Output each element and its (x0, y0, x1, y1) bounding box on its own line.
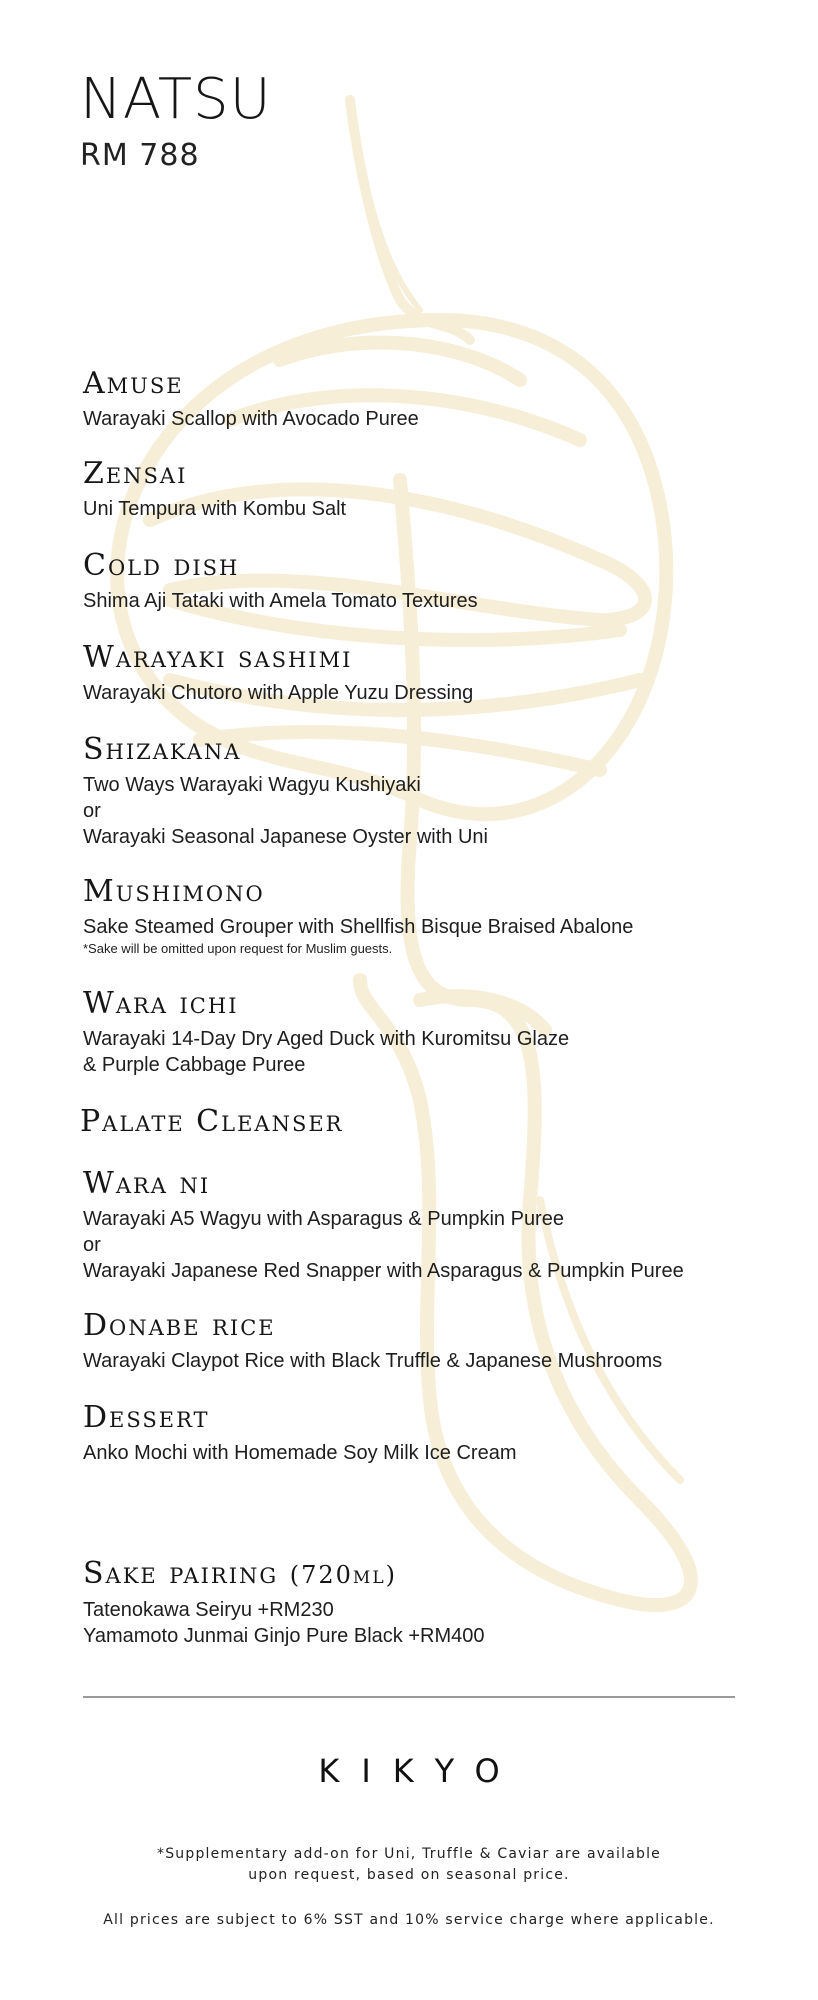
menu-title: NATSU (80, 67, 272, 132)
pairing-title (83, 1556, 763, 1593)
course-mushimono (83, 874, 763, 958)
course-name: Wara ichi (83, 986, 239, 1021)
course-shizakana (83, 732, 763, 850)
dish-line: Warayaki Scallop with Avocado Puree (83, 408, 419, 430)
supplementary-note (0, 1844, 818, 1886)
menu-price: RM 788 (80, 138, 200, 173)
course-name: Shizakana (83, 732, 242, 767)
course-wara-ni (83, 1166, 763, 1284)
course-wara-ichi (83, 986, 763, 1078)
course-name: Mushimono (83, 874, 265, 909)
dish-line: Two Ways Warayaki Wagyu Kushiyaki (83, 774, 421, 796)
sake-pairing (83, 1556, 763, 1649)
supplementary-line: upon request, based on seasonal price. (248, 1867, 570, 1883)
brand-logo: KIKYO (318, 1752, 522, 1790)
dish-line: Anko Mochi with Homemade Soy Milk Ice Cream (83, 1442, 517, 1464)
course-name: Wara ni (83, 1166, 211, 1201)
course-name: Amuse (83, 366, 184, 401)
course-dessert (83, 1400, 763, 1466)
dish-line: Uni Tempura with Kombu Salt (83, 498, 347, 520)
dish-line: Warayaki A5 Wagyu with Asparagus & Pumpkin Puree (83, 1208, 564, 1230)
course-zensai (83, 456, 763, 522)
dish-line: Warayaki Chutoro with Apple Yuzu Dressing (83, 682, 474, 704)
dish-line: or (83, 800, 101, 822)
dish-line: Warayaki Claypot Rice with Black Truffle & Japanese Mushrooms (83, 1350, 663, 1372)
course-cold-dish (83, 548, 763, 614)
dish-line: Warayaki Seasonal Japanese Oyster with Uni (83, 826, 488, 848)
pairing-line: Tatenokawa Seiryu +RM230 (83, 1599, 334, 1621)
pairing-line: Yamamoto Junmai Ginjo Pure Black +RM400 (83, 1625, 485, 1647)
course-palate-cleanser (80, 1104, 760, 1140)
course-name: Zensai (83, 456, 188, 491)
course-name: Donabe rice (83, 1308, 276, 1343)
dish-note: *Sake will be omitted upon request for Muslim guests. (83, 941, 393, 956)
tax-note: All prices are subject to 6% SST and 10% service charge where applicable. (103, 1912, 715, 1928)
course-name: Palate Cleanser (80, 1104, 344, 1139)
course-name: Cold dish (83, 548, 240, 583)
course-name: Warayaki sashimi (83, 640, 353, 675)
pairing-volume: (720ml) (289, 1561, 397, 1589)
pairing-name: Sake pairing (83, 1556, 279, 1591)
course-warayaki-sashimi (83, 640, 763, 706)
dish-line: or (83, 1234, 101, 1256)
dish-line: Warayaki Japanese Red Snapper with Asparagus & Pumpkin Puree (83, 1260, 684, 1282)
divider (83, 1696, 735, 1698)
course-name: Dessert (83, 1400, 210, 1435)
course-donabe-rice (83, 1308, 763, 1374)
supplementary-line: *Supplementary add-on for Uni, Truffle & Caviar are available (157, 1846, 661, 1862)
menu-header (80, 67, 272, 173)
dish-line: Shima Aji Tataki with Amela Tomato Textures (83, 590, 478, 612)
dish-line: & Purple Cabbage Puree (83, 1054, 306, 1076)
course-amuse (83, 366, 763, 432)
dish-line: Sake Steamed Grouper with Shellfish Bisque Braised Abalone (83, 916, 634, 938)
dish-line: Warayaki 14-Day Dry Aged Duck with Kuromitsu Glaze (83, 1028, 570, 1050)
